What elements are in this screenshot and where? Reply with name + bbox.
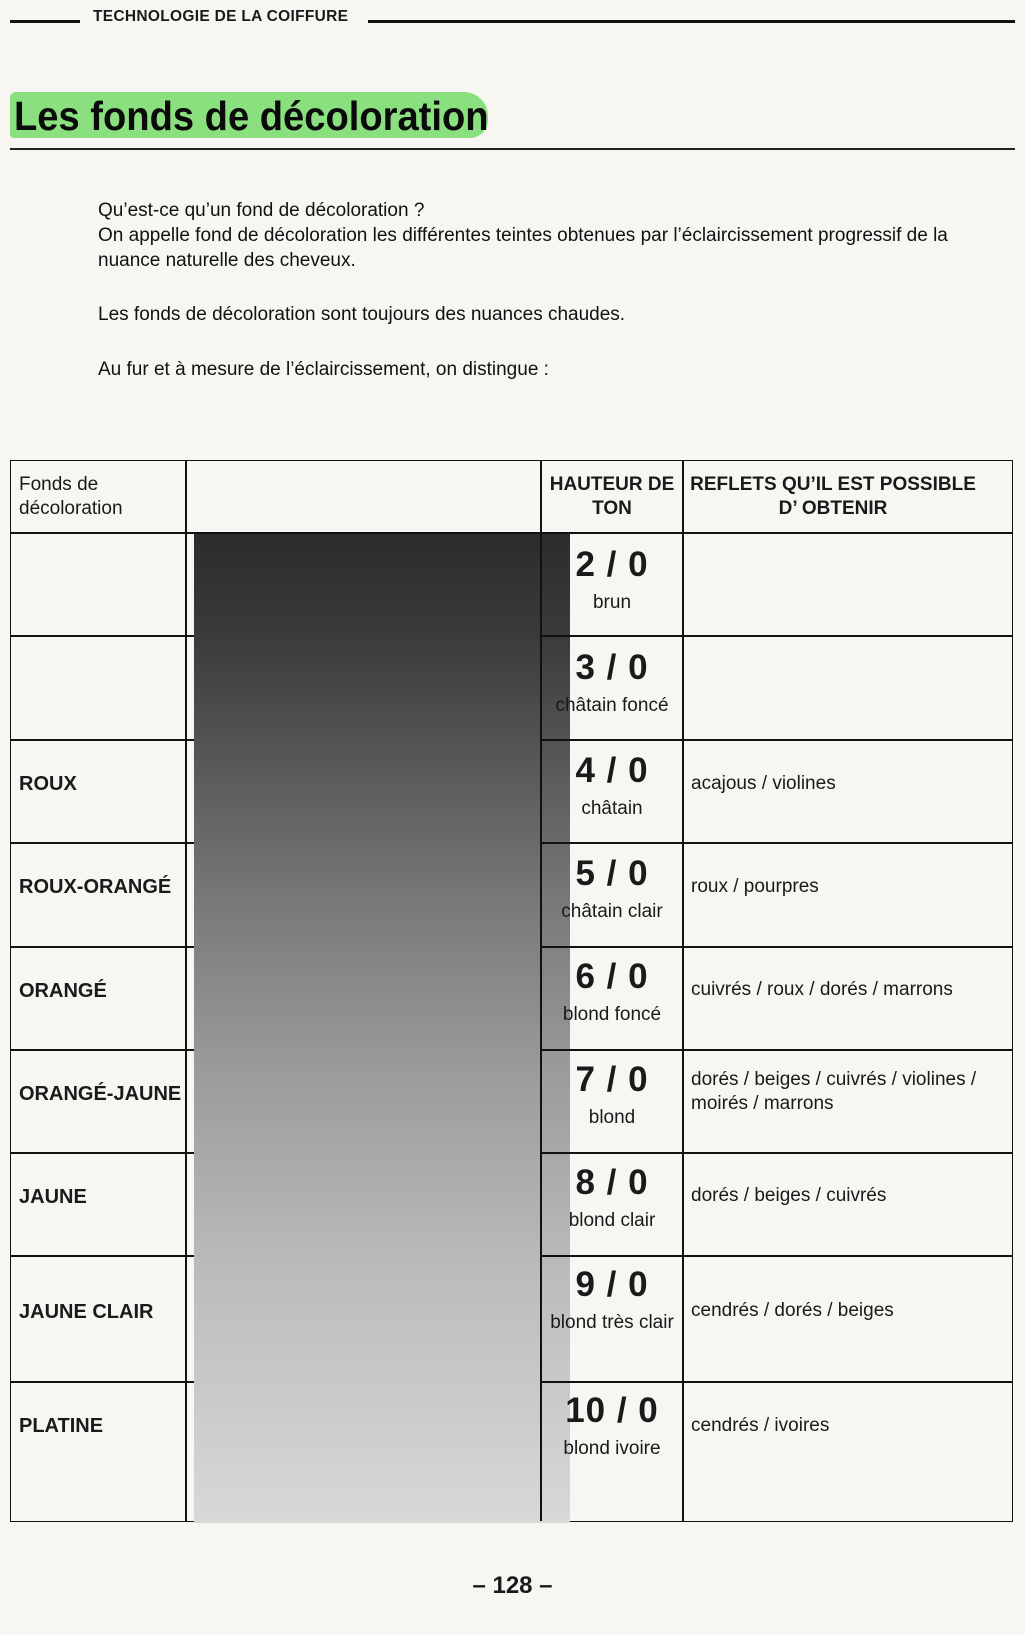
reflets-text: cuivrés / roux / dorés / marrons bbox=[691, 979, 953, 1000]
title-block bbox=[10, 90, 1015, 152]
table-row bbox=[541, 545, 683, 615]
ton-code: 3 / 0 bbox=[575, 648, 649, 687]
fond-label: ROUX-ORANGÉ bbox=[19, 876, 172, 898]
row-divider bbox=[540, 1255, 1012, 1257]
row-divider bbox=[540, 739, 1012, 741]
header-row-divider bbox=[11, 532, 1012, 534]
header-fonds: Fonds de décoloration bbox=[19, 474, 123, 519]
ton-name: blond ivoire bbox=[563, 1438, 661, 1459]
fond-label: JAUNE CLAIR bbox=[19, 1301, 154, 1323]
page-number: – 128 – bbox=[472, 1572, 553, 1599]
reflets-text: acajous / violines bbox=[691, 773, 836, 794]
ton-name: châtain bbox=[581, 798, 643, 819]
ton-code: 2 / 0 bbox=[575, 545, 649, 584]
row-divider bbox=[11, 739, 194, 741]
intro-note: Les fonds de décoloration sont toujours des nuances chaudes. bbox=[98, 304, 626, 325]
ton-code: 7 / 0 bbox=[575, 1060, 649, 1099]
table-row bbox=[541, 751, 683, 821]
row-divider bbox=[540, 635, 1012, 637]
table-row bbox=[541, 1391, 683, 1461]
row-divider bbox=[540, 1049, 1012, 1051]
reflets-text: cendrés / ivoires bbox=[691, 1415, 830, 1436]
ton-code: 9 / 0 bbox=[575, 1265, 649, 1304]
header-hauteur-de-ton: HAUTEUR DE TON bbox=[549, 474, 675, 519]
row-divider bbox=[11, 946, 194, 948]
row-divider bbox=[11, 1381, 194, 1383]
row-divider bbox=[540, 1381, 1012, 1383]
ton-name: blond bbox=[588, 1107, 636, 1128]
reflets-text: dorés / beiges / cuivrés bbox=[691, 1185, 887, 1206]
header-rule-left bbox=[10, 20, 80, 23]
intro-question: Qu’est-ce qu’un fond de décoloration ? bbox=[98, 200, 425, 221]
fond-label: PLATINE bbox=[19, 1415, 104, 1437]
row-divider bbox=[11, 1152, 194, 1154]
intro-lead-in: Au fur et à mesure de l’éclaircissement, on distingue : bbox=[98, 359, 549, 380]
fond-label: JAUNE bbox=[19, 1186, 87, 1208]
row-divider bbox=[540, 1152, 1012, 1154]
table-row bbox=[541, 957, 683, 1027]
ton-name: châtain clair bbox=[561, 901, 663, 922]
table-row bbox=[541, 1060, 683, 1130]
row-divider bbox=[11, 1255, 194, 1257]
reflets-text: cendrés / dorés / beiges bbox=[691, 1300, 894, 1321]
ton-name: brun bbox=[592, 592, 632, 613]
fond-label: ORANGÉ-JAUNE bbox=[19, 1083, 182, 1105]
header-reflets: REFLETS QU’IL EST POSSIBLE D’ OBTENIR bbox=[690, 474, 976, 519]
table-row bbox=[541, 854, 683, 924]
running-title: TECHNOLOGIE DE LA COIFFURE bbox=[93, 8, 349, 25]
ton-name: châtain foncé bbox=[555, 695, 669, 716]
ton-code: 6 / 0 bbox=[575, 957, 649, 996]
intro-definition: On appelle fond de décoloration les différentes teintes obtenues par l’éclaircissement progressif de la nuance naturelle des cheveux. bbox=[98, 225, 948, 271]
row-divider bbox=[11, 1049, 194, 1051]
table-row bbox=[541, 648, 683, 718]
title-rule bbox=[10, 148, 1015, 150]
reflets-text: roux / pourpres bbox=[691, 876, 819, 897]
ton-code: 4 / 0 bbox=[575, 751, 649, 790]
row-divider bbox=[540, 946, 1012, 948]
row-divider bbox=[11, 635, 194, 637]
row-divider bbox=[11, 842, 194, 844]
row-divider bbox=[540, 842, 1012, 844]
ton-name: blond foncé bbox=[562, 1004, 662, 1025]
tone-gradient-swatch bbox=[194, 533, 570, 1523]
ton-code: 10 / 0 bbox=[565, 1391, 659, 1430]
table-row bbox=[541, 1163, 683, 1233]
decoloration-table bbox=[10, 460, 1013, 1522]
table-row bbox=[541, 1265, 683, 1335]
ton-code: 5 / 0 bbox=[575, 854, 649, 893]
ton-name: blond très clair bbox=[550, 1312, 674, 1333]
fond-label: ORANGÉ bbox=[19, 980, 107, 1002]
running-header bbox=[10, 6, 1015, 30]
reflets-text: dorés / beiges / cuivrés / violines / moirés / marrons bbox=[691, 1069, 977, 1114]
header-rule-right bbox=[368, 20, 1015, 23]
page-title: Les fonds de décoloration bbox=[14, 93, 489, 139]
fond-label: ROUX bbox=[19, 773, 77, 795]
ton-code: 8 / 0 bbox=[575, 1163, 649, 1202]
ton-name: blond clair bbox=[568, 1210, 656, 1231]
